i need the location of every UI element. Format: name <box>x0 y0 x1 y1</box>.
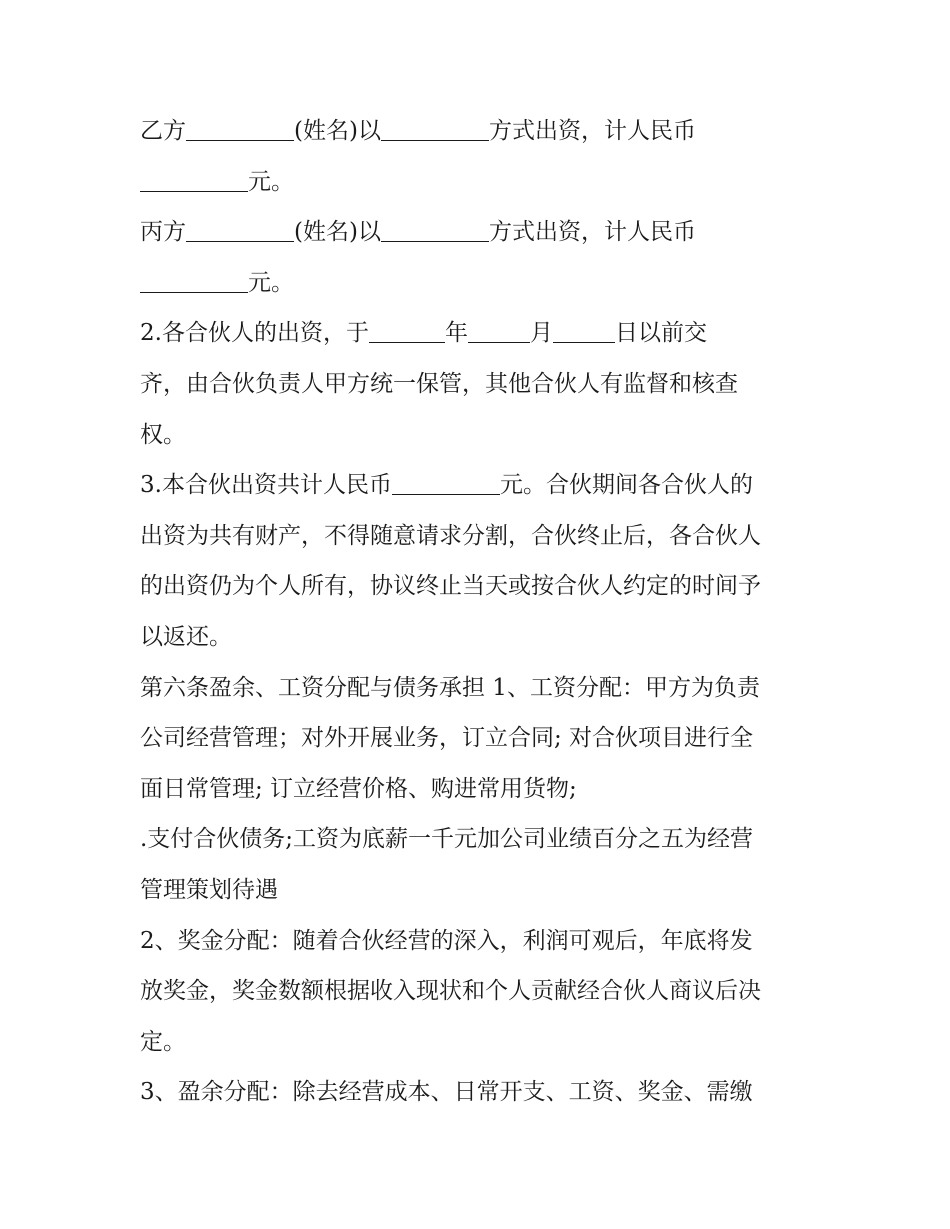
paragraph-line: 公司经营管理；对外开展业务，订立合同; 对合伙项目进行全 <box>140 725 754 752</box>
blank-field-total-amount <box>392 470 500 495</box>
paragraph-line: 以返还。 <box>140 623 232 650</box>
paragraph-line: 放奖金，奖金数额根据收入现状和个人贡献经合伙人商议后决 <box>140 978 761 1005</box>
text-segment: 3.本合伙出资共计人民币 <box>140 472 392 499</box>
text-segment: 元。 <box>248 168 294 195</box>
blank-field-month <box>468 318 530 343</box>
paragraph-line <box>140 157 820 208</box>
blank-field-year <box>369 318 445 343</box>
paragraph-line: 2、奖金分配：随着合伙经营的深入，利润可观后，年底将发 <box>140 927 753 954</box>
blank-field-name <box>186 217 294 242</box>
paragraph-line: 出资为共有财产，不得随意请求分割，合伙终止后，各合伙人 <box>140 522 761 549</box>
paragraph-line: 3、盈余分配：除去经营成本、日常开支、工资、奖金、需缴 <box>140 1079 753 1106</box>
paragraph-line: 的出资仍为个人所有，协议终止当天或按合伙人约定的时间予 <box>140 573 761 600</box>
text-segment: 方式出资，计人民币 <box>488 219 696 246</box>
section-heading-line: 第六条盈余、工资分配与债务承担 1、工资分配：甲方为负责 <box>140 674 760 701</box>
text-segment: 元。合伙期间各合伙人的 <box>499 472 753 499</box>
text-segment: 方式出资，计人民币 <box>488 118 696 144</box>
blank-field-method <box>381 217 489 242</box>
paragraph-line <box>140 106 820 157</box>
party-b-label: 乙方 <box>140 118 186 144</box>
paragraph-line: 定。 <box>140 1028 186 1055</box>
blank-field-amount <box>140 268 248 293</box>
document-body <box>140 106 820 1118</box>
paragraph-line: 面日常管理; 订立经营价格、购进常用货物; <box>140 775 577 802</box>
text-segment: 月 <box>529 320 553 347</box>
text-segment: (姓名)以 <box>294 118 381 144</box>
paragraph-line <box>140 308 820 359</box>
paragraph-line <box>140 460 820 511</box>
paragraph-line: 管理策划待遇 <box>140 876 278 903</box>
paragraph-line <box>140 258 820 309</box>
text-segment: 日以前交 <box>614 320 707 347</box>
text-segment: 2.各合伙人的出资，于 <box>140 320 369 347</box>
paragraph-line: 权。 <box>140 421 186 448</box>
blank-field-method <box>381 116 489 141</box>
blank-field-day <box>553 318 615 343</box>
paragraph-line <box>140 207 820 258</box>
blank-field-amount <box>140 167 248 192</box>
text-segment: (姓名)以 <box>294 219 381 246</box>
text-segment: 年 <box>444 320 468 347</box>
blank-field-name <box>186 116 294 141</box>
party-c-label: 丙方 <box>140 219 186 246</box>
text-segment: 元。 <box>248 269 294 296</box>
paragraph-line: 齐，由合伙负责人甲方统一保管，其他合伙人有监督和核查 <box>140 370 738 397</box>
paragraph-line: .支付合伙债务;工资为底薪一千元加公司业绩百分之五为经营 <box>140 826 754 853</box>
